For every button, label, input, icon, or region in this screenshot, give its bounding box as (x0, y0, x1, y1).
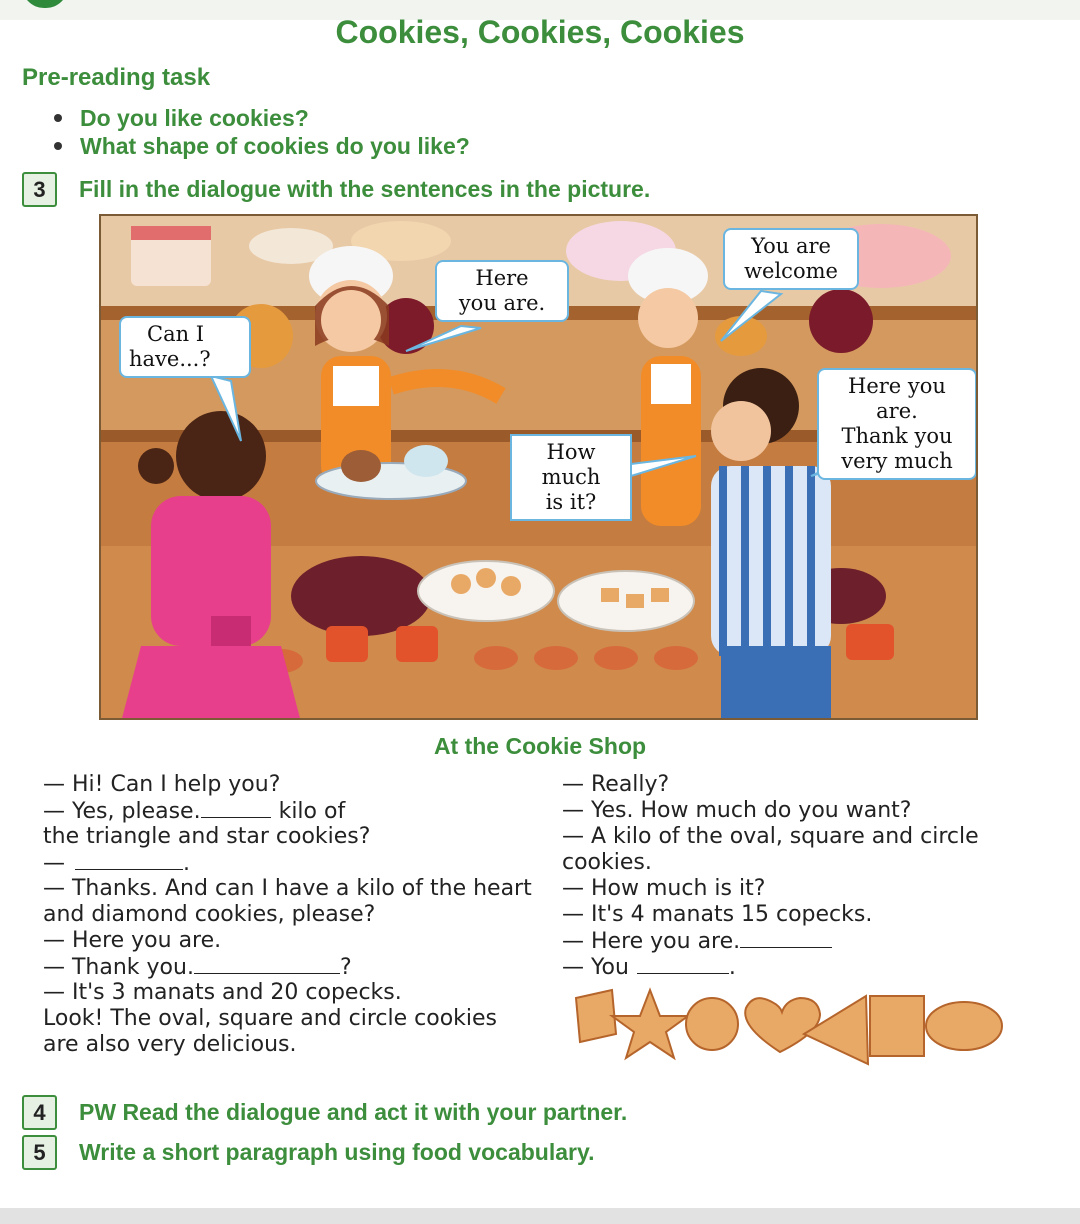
speech-bubble-here-you-are (435, 260, 569, 322)
bubble-line: very much (841, 449, 953, 473)
dialogue-left-column (43, 772, 543, 1058)
question-text: Do you like cookies? (80, 105, 309, 131)
dialogue-line: are also very delicious. (43, 1032, 297, 1057)
answer-blank[interactable] (75, 850, 183, 870)
dialogue-line: and diamond cookies, please? (43, 902, 376, 927)
dialogue-line: — Really? (562, 772, 670, 797)
answer-blank[interactable] (637, 954, 729, 974)
pre-reading-heading: Pre-reading task (22, 64, 211, 91)
cookie-shop-illustration (99, 214, 978, 720)
question-text: What shape of cookies do you like? (80, 133, 470, 159)
dialogue-text: — You (562, 955, 629, 980)
dialogue-line: cookies. (562, 850, 652, 875)
dialogue-line: — Yes. How much do you want? (562, 798, 912, 823)
dialogue-line (43, 798, 543, 824)
dialogue-line: the triangle and star cookies? (43, 824, 371, 849)
question-item (52, 104, 470, 132)
page-title: Cookies, Cookies, Cookies (335, 14, 745, 50)
exercise-5 (22, 1135, 594, 1170)
bullet-icon (54, 142, 62, 150)
speech-bubble-can-i-have (119, 316, 251, 378)
dialogue-line: Look! The oval, square and circle cookies (43, 1006, 498, 1031)
bubble-line: Can I (147, 322, 205, 346)
dialogue-line (562, 928, 1062, 954)
bubble-line: Here you are. (848, 374, 946, 423)
dialogue-text: ? (339, 955, 352, 980)
dialogue-line: — Hi! Can I help you? (43, 772, 281, 797)
dialogue-text: . (183, 851, 190, 876)
dialogue-text: — Yes, please. (43, 799, 201, 824)
dialogue-line: — A kilo of the oval, square and circle (562, 824, 979, 849)
exercise-number: 5 (22, 1135, 57, 1170)
dialogue-caption: At the Cookie Shop (433, 733, 647, 759)
square-cookie-icon (870, 996, 924, 1056)
exercise-instruction: PW Read the dialogue and act it with your partner. (79, 1099, 628, 1125)
exercise-instruction: Fill in the dialogue with the sentences in the picture. (79, 176, 651, 202)
dialogue-text: — Here you are. (562, 929, 741, 954)
dialogue-line (43, 954, 543, 980)
answer-blank[interactable] (194, 954, 340, 974)
cookie-shapes (572, 986, 1008, 1068)
diamond-cookie-icon (576, 990, 616, 1042)
exercise-4 (22, 1095, 627, 1130)
dialogue-line: — It's 3 manats and 20 copecks. (43, 980, 402, 1005)
oval-cookie-icon (926, 1002, 1002, 1050)
speech-bubble-you-are-welcome (723, 228, 859, 290)
dialogue-line: — Thanks. And can I have a kilo of the heart (43, 876, 532, 901)
exercise-3 (22, 172, 650, 207)
dialogue-line: — It's 4 manats 15 copecks. (562, 902, 873, 927)
dialogue-line (43, 850, 543, 876)
heart-cookie-icon (745, 998, 820, 1052)
bubble-line: have...? (129, 347, 211, 371)
dialogue-text: — Thank you. (43, 955, 194, 980)
dialogue-text: kilo of (278, 799, 346, 824)
dialogue-line (562, 954, 1062, 980)
bubble-line: Here (475, 266, 529, 290)
star-cookie-icon (612, 990, 688, 1058)
pre-reading-questions (52, 104, 470, 160)
answer-blank[interactable] (740, 928, 832, 948)
bubble-line: welcome (744, 259, 838, 283)
dialogue-right-column (562, 772, 1062, 980)
circle-cookie-icon (686, 998, 738, 1050)
exercise-number: 3 (22, 172, 57, 207)
dialogue-text: — (43, 851, 65, 876)
bubble-line: You are (751, 234, 831, 258)
exercise-number: 4 (22, 1095, 57, 1130)
dialogue-line: — Here you are. (43, 928, 222, 953)
speech-bubble-here-thank-you (817, 368, 977, 480)
speech-bubble-how-much (510, 434, 632, 521)
bubble-line: you are. (458, 291, 546, 315)
bubble-line: How much (541, 440, 601, 489)
bullet-icon (54, 114, 62, 122)
bubble-line: is it? (545, 490, 597, 514)
question-item (52, 132, 470, 160)
dialogue-line: — How much is it? (562, 876, 766, 901)
dialogue-text: . (728, 955, 736, 980)
bubble-line: Thank you (841, 424, 953, 448)
exercise-instruction: Write a short paragraph using food vocabulary. (79, 1139, 595, 1165)
bottom-strip (0, 1208, 1080, 1224)
answer-blank[interactable] (201, 798, 271, 818)
